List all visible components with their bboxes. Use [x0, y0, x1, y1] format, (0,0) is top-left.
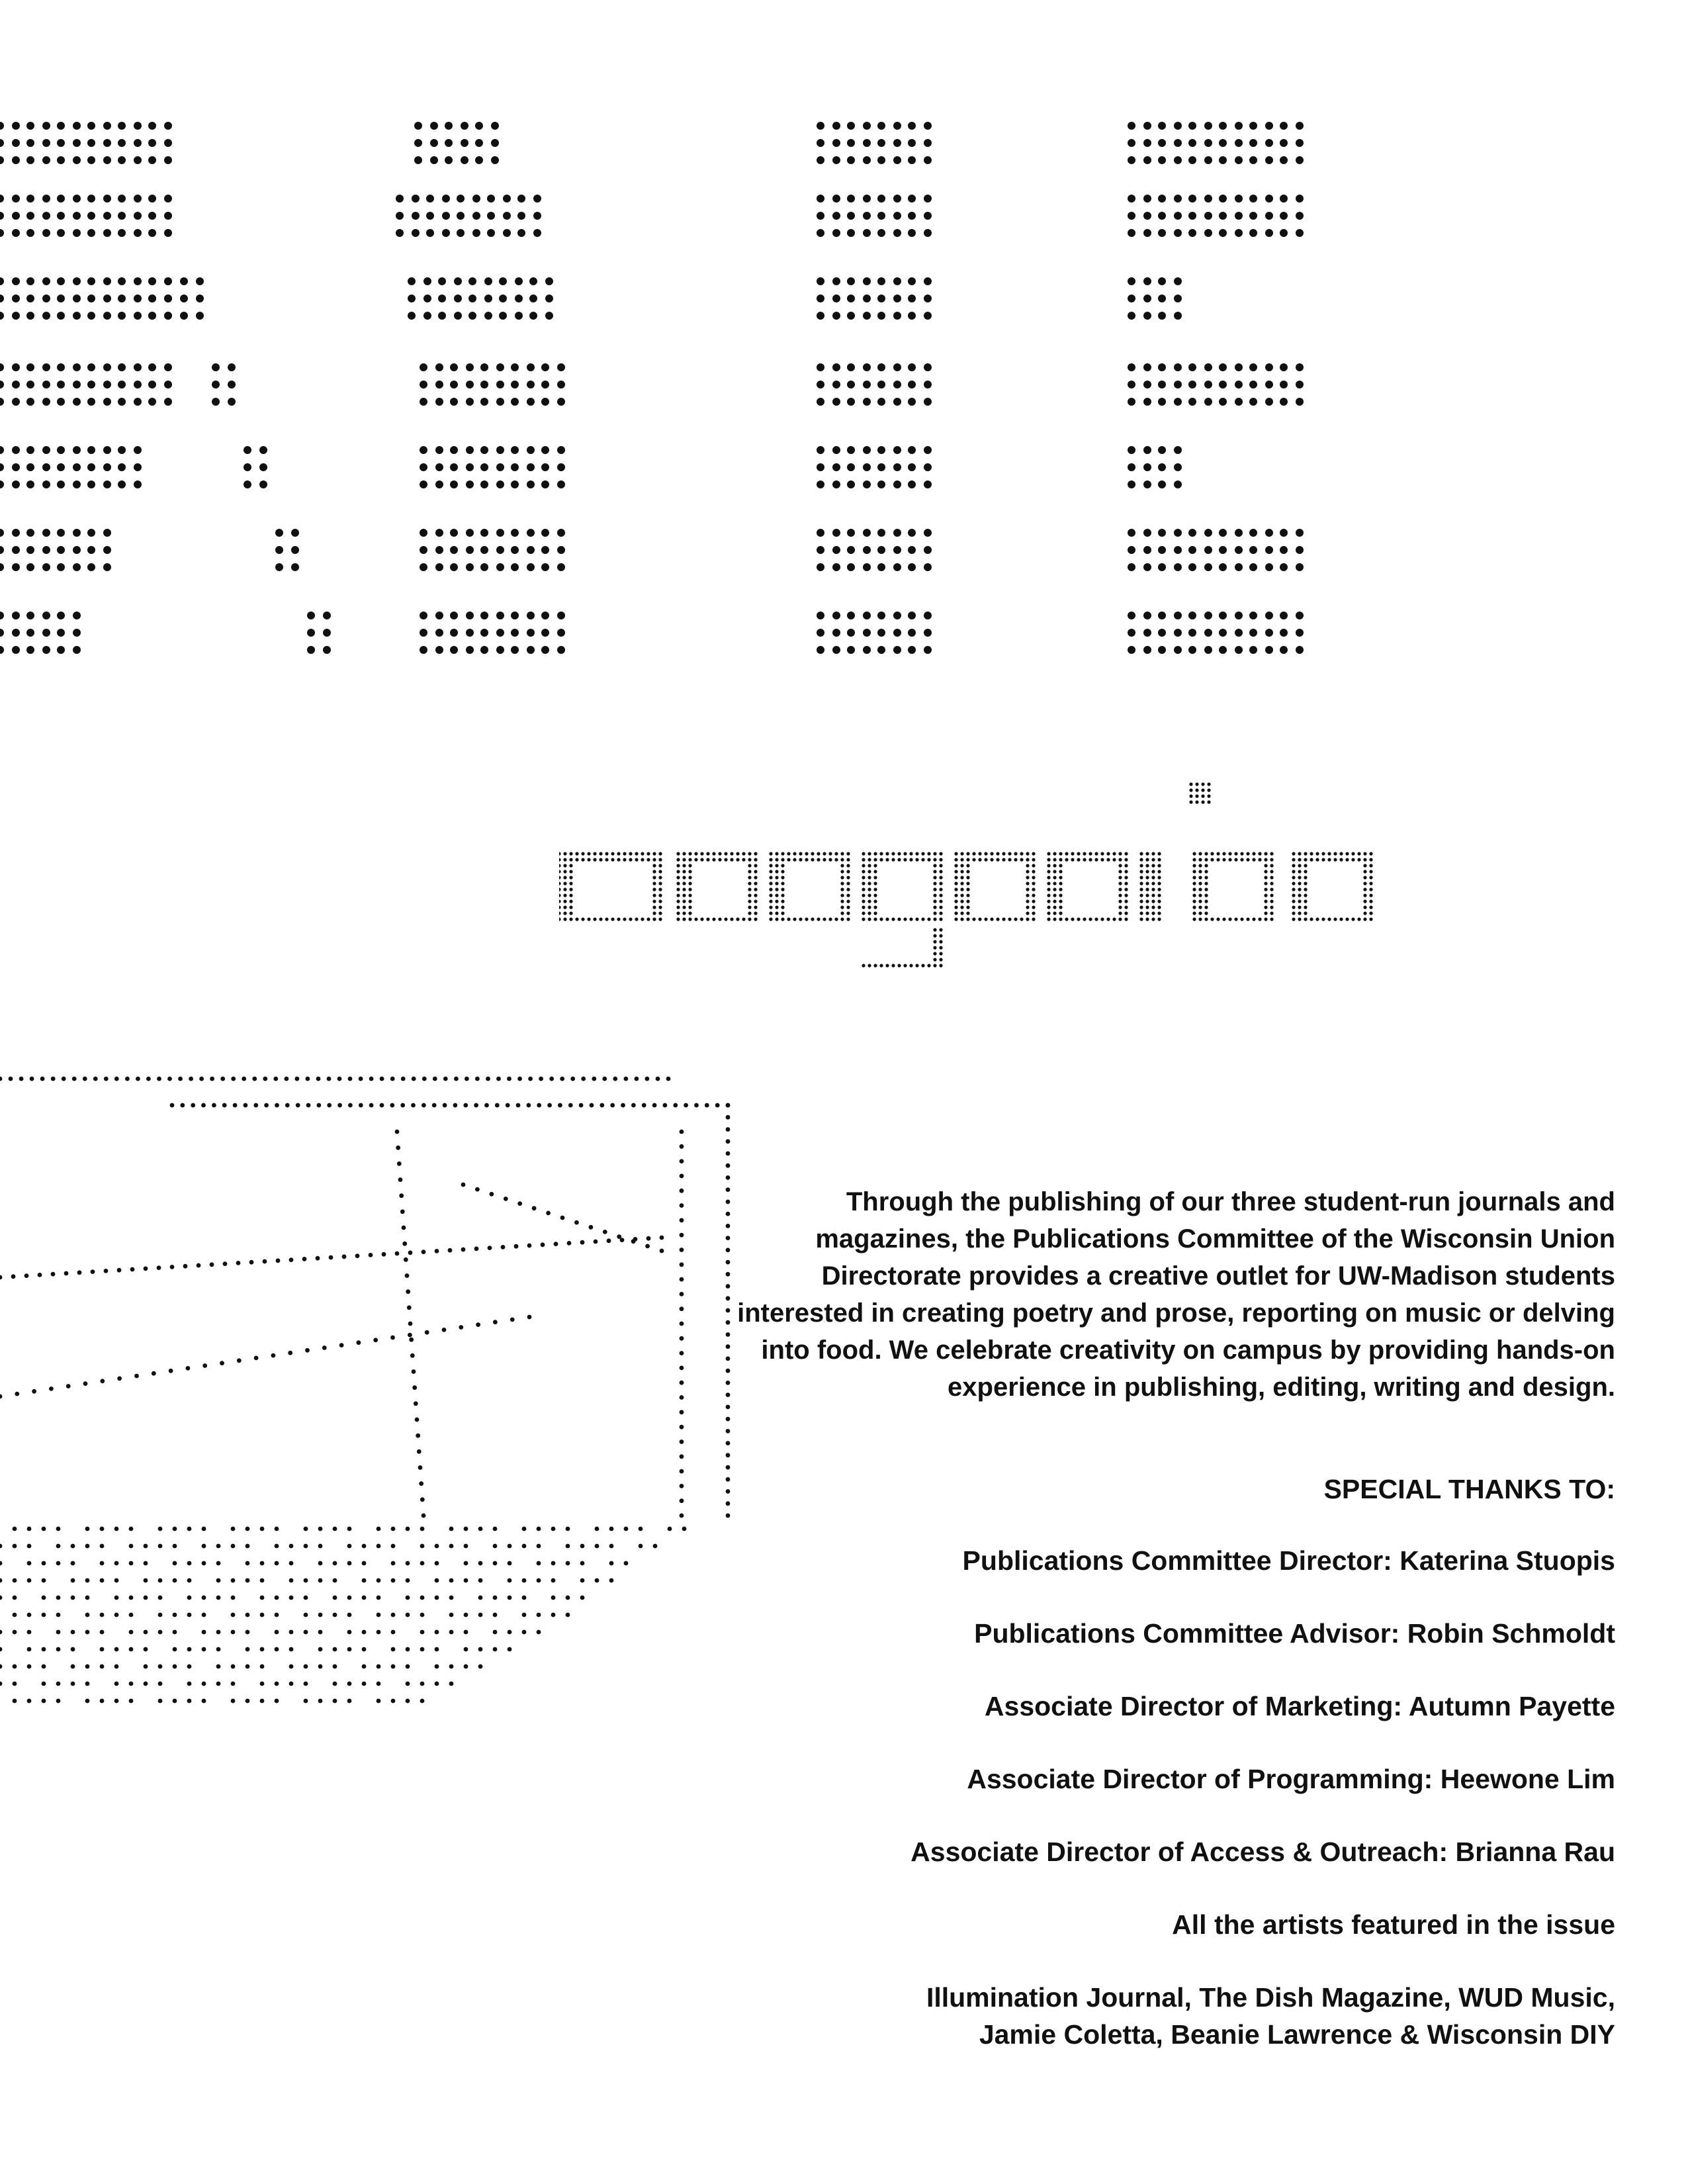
credit-item-artists: All the artists featured in the issue	[1172, 1909, 1615, 1940]
credit-item-marketing: Associate Director of Marketing: Autumn Payette	[984, 1691, 1615, 1721]
credit-partners-line-1: Illumination Journal, The Dish Magazine, WUD Music,	[926, 1982, 1615, 2013]
credit-item-advisor: Publications Committee Advisor: Robin Schmoldt	[974, 1618, 1615, 1649]
credits-heading: SPECIAL THANKS TO:	[1323, 1474, 1615, 1504]
credit-partners-line-2: Jamie Coletta, Beanie Lawrence & Wisconsin DIY	[979, 2019, 1615, 2050]
credit-item-director: Publications Committee Director: Katerina Stuopis	[962, 1545, 1615, 1576]
masthead-title-dot-lettering	[0, 106, 1522, 702]
credits-section	[702, 1471, 1615, 2089]
credit-item-partners	[702, 1979, 1615, 2053]
credit-item-programming: Associate Director of Programming: Heewone Lim	[967, 1764, 1615, 1794]
credit-item-access-outreach: Associate Director of Access & Outreach: Brianna Rau	[911, 1837, 1615, 1867]
masthead-subtitle-dot-lettering	[559, 771, 1538, 983]
dotted-cup-illustration-icon	[0, 1052, 754, 2005]
intro-paragraph: Through the publishing of our three student-run journals and magazines, the Publications Committee of the Wisconsin Union Directorate provides a creative outlet for UW-Madison students interested in creating poetry and prose, reporting on music or delving into food. We celebrate creativity on campus by providing hands-on experience in publishing, editing, writing and design.	[737, 1187, 1615, 1402]
